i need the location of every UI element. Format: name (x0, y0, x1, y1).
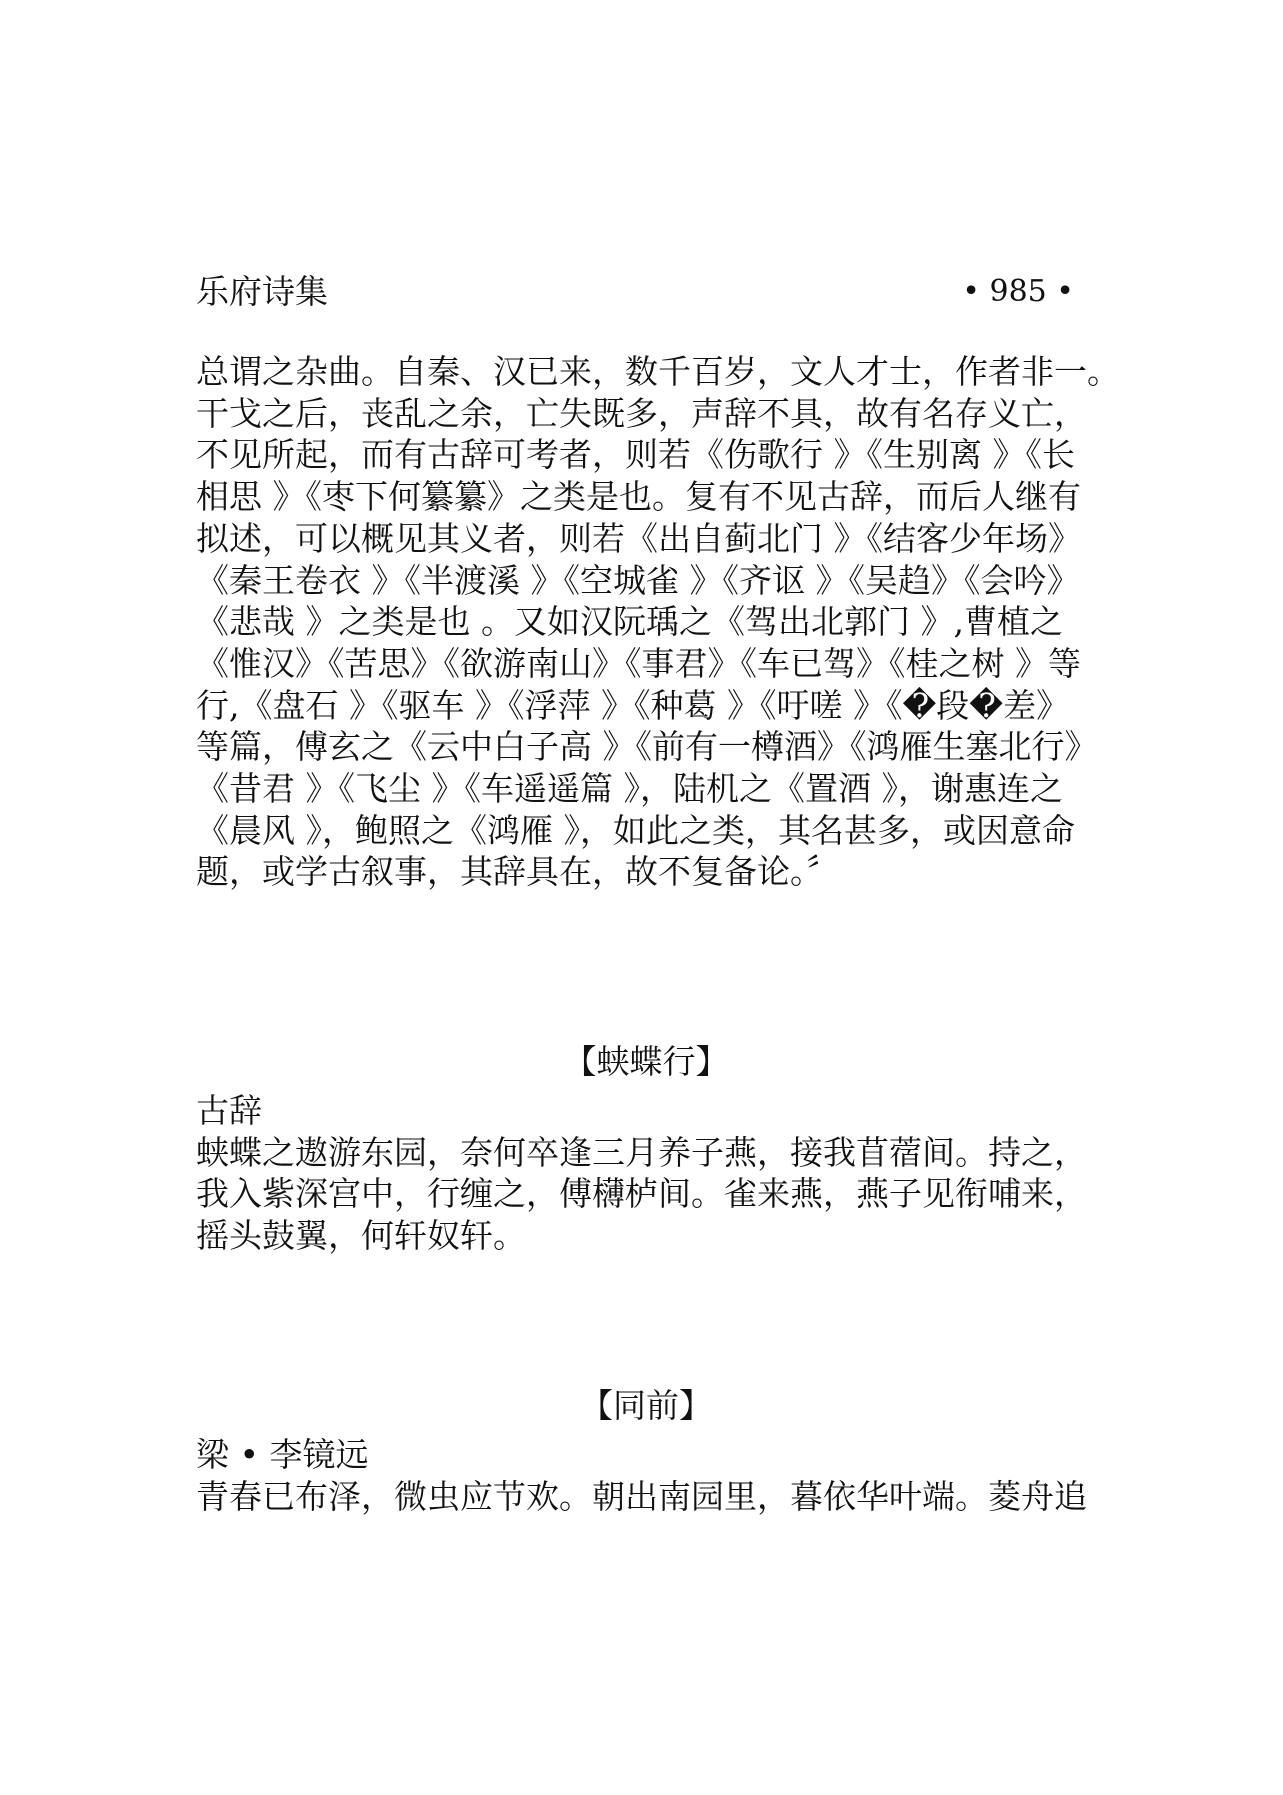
poem-line: 青春已布泽，微虫应节欢。朝出南园里，暮依华叶端。菱舟追 (196, 1476, 1087, 1516)
poem-line: 蛱蝶之遨游东园，奈何卒逢三月养子燕，接我苜蓿间。持之， (196, 1132, 1087, 1172)
intro-paragraph (196, 351, 1120, 893)
text-line: 不见所起，而有古辞可考者，则若《伤歌行 》《生别离 》《长 (196, 435, 1075, 475)
text-line: 行,《盘石 》《驱车 》《浮萍 》《种葛 》《吁嗟 》《�段�差》 (196, 685, 1070, 725)
text-line: 《惟汉》《苦思》《欲游南山》《事君》《车已驾》《桂之树 》等 (196, 643, 1081, 683)
section-title: 【蛱蝶行】 (563, 1042, 729, 1081)
text-line: 题，或学古叙事，其辞具在，故不复备论。〞 (196, 852, 840, 892)
poem-line: 我入紫深宫中，行缠之，傅欂栌间。雀来燕，燕子见衔哺来， (196, 1174, 1087, 1214)
poem-line: 摇头鼓翼，何轩奴轩。 (196, 1216, 526, 1256)
poem-author: 梁 • 李镜远 (196, 1435, 369, 1474)
page-header (196, 268, 1086, 316)
poem-section (196, 1090, 1096, 1257)
text-line: 《悲哉 》之类是也 。又如汉阮瑀之《驾出北郭门 》,曹植之 (196, 602, 1063, 642)
text-line: 相思 》《枣下何纂纂》之类是也。复有不见古辞，而后人继有 (196, 477, 1081, 517)
text-line: 总谓之杂曲。自秦、汉已来，数千百岁，文人才士，作者非一。 (196, 352, 1120, 391)
poem-section (196, 1434, 1096, 1517)
section-title: 【同前】 (580, 1386, 712, 1425)
text-line: 《秦王卷衣 》《半渡溪 》《空城雀 》《齐讴 》《吴趋》《会吟》 (196, 560, 1080, 600)
text-line: 《昔君 》《飞尘 》《车遥遥篇 》，陆机之《置酒 》，谢惠连之 (196, 769, 1063, 809)
text-line: 干戈之后，丧乱之余，亡失既多，声辞不具，故有名存义亡， (196, 393, 1087, 433)
book-title: 乐府诗集 (196, 272, 328, 311)
text-line: 《晨风 》，鲍照之《鸿雁 》，如此之类，其名甚多，或因意命 (196, 810, 1075, 850)
text-line: 等篇，傅玄之《云中白子高 》《前有一樽酒》《鸿雁生塞北行》 (196, 727, 1098, 767)
page-number: • 985 • (962, 274, 1074, 309)
text-line: 拟述，可以概见其义者，则若《出自蓟北门 》《结客少年场》 (196, 518, 1081, 558)
poem-author: 古辞 (196, 1091, 262, 1130)
